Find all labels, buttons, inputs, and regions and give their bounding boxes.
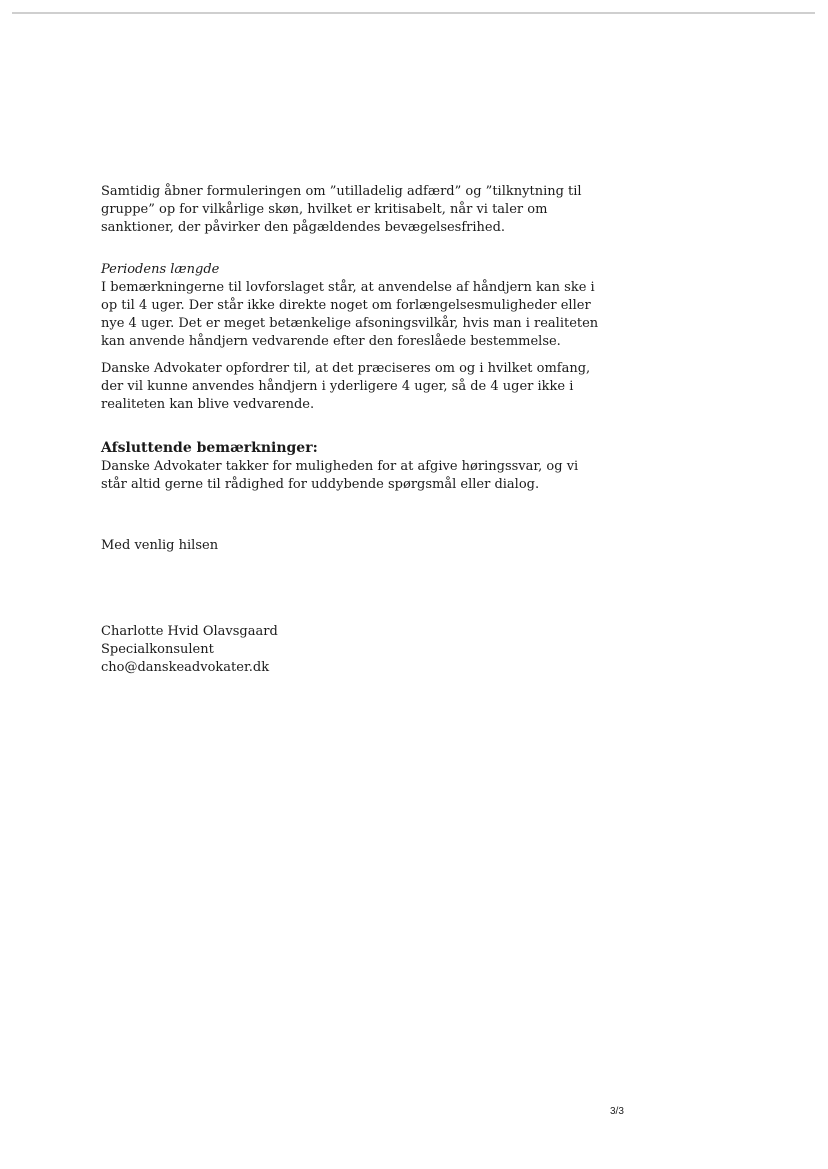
signature-email: cho@danskeadvokater.dk bbox=[101, 660, 270, 675]
paragraph-thanks: Danske Advokater takker for muligheden for at afgive høringssvar, og vi står altid gerne til rådighed for uddybende spørgsmål eller dialog. bbox=[101, 459, 579, 492]
scan-edge-line bbox=[12, 12, 815, 14]
signature-name: Charlotte Hvid Olavsgaard bbox=[101, 624, 278, 639]
closing-greeting: Med venlig hilsen bbox=[101, 538, 219, 553]
heading-closing-remarks: Afsluttende bemærkninger: bbox=[101, 440, 318, 456]
paragraph-clarification-request: Danske Advokater opfordrer til, at det præciseres om og i hvilket omfang, der vil kunne anvendes håndjern i yderligere 4 uger, så de 4 uger ikke i realiteten kan blive vedvarende. bbox=[101, 361, 591, 412]
subheading-period-length: Periodens længde bbox=[101, 262, 220, 277]
paragraph-handcuff-period: I bemærkningerne til lovforslaget står, at anvendelse af håndjern kan ske i op til 4 uger. Der står ikke direkte noget om forlængelsesmuligheder eller nye 4 uger. Det er meget betænkelige afsoningsvilkår, hvis man i realiteten kan anvende håndjern vedvarende efter den foreslåede bestemmelse. bbox=[101, 280, 599, 349]
letter-body bbox=[101, 183, 601, 494]
signature-block bbox=[101, 623, 278, 677]
paragraph-discretion: Samtidig åbner formuleringen om ”utilladelig adfærd” og ”tilknytning til gruppe” op for vilkårlige skøn, hvilket er kritisabelt, når vi taler om sanktioner, der påvirker den pågældendes bevægelsesfrihed. bbox=[101, 184, 582, 235]
signature-title: Specialkonsulent bbox=[101, 642, 214, 657]
page-number: 3/3 bbox=[610, 1106, 624, 1117]
